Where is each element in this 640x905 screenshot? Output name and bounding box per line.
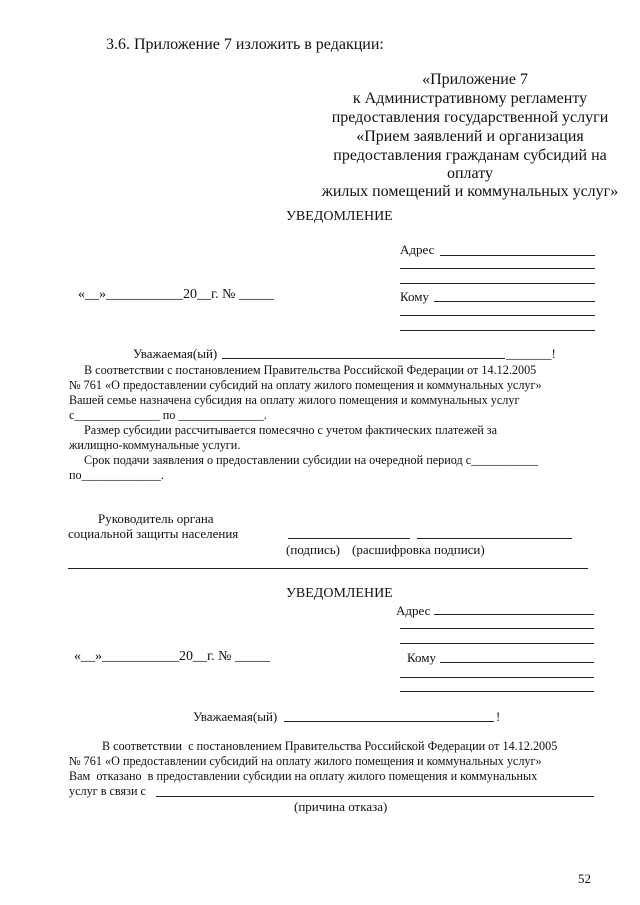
appendix-line: «Приложение 7 xyxy=(422,71,528,88)
notice2-reason-label: (причина отказа) xyxy=(294,799,388,814)
cut-divider xyxy=(68,568,588,569)
notice1-body-line: с______________ по ______________. xyxy=(69,408,267,422)
notice1-body-line: по_____________. xyxy=(69,468,164,482)
notice2-reason-line xyxy=(156,796,594,797)
appendix-line: «Прием заявлений и организация xyxy=(356,128,584,145)
notice1-salutation: Уважаемая(ый) xyxy=(133,346,218,361)
notice2-address-line xyxy=(400,643,594,644)
notice2-to-line xyxy=(440,662,594,663)
notice1-title: УВЕДОМЛЕНИЕ xyxy=(286,209,393,224)
notice1-name-line xyxy=(222,358,505,359)
appendix-line: предоставления гражданам субсидий на xyxy=(333,147,607,164)
section-heading: 3.6. Приложение 7 изложить в редакции: xyxy=(106,36,384,53)
notice2-body-line: услуг в связи с xyxy=(69,784,146,798)
notice2-address-line xyxy=(400,628,594,629)
notice1-signature-label: (подпись) xyxy=(286,542,340,557)
appendix-line: к Административному регламенту xyxy=(352,90,588,107)
notice1-to-line xyxy=(400,315,595,316)
notice1-address-label: Адрес xyxy=(400,242,435,257)
page-number: 52 xyxy=(578,871,591,886)
notice1-body-line: Размер субсидии рассчитывается помесячно с учетом фактических платежей за xyxy=(84,423,498,437)
notice2-address-line xyxy=(434,614,594,615)
notice1-body-line: Срок подачи заявления о предоставлении субсидии на очередной период с___________ xyxy=(84,453,539,467)
notice1-signatory-line1: Руководитель органа xyxy=(98,511,214,526)
notice1-to-line xyxy=(434,301,595,302)
notice1-signatory-line2: социальной защиты населения xyxy=(68,526,239,541)
notice1-address-line xyxy=(400,268,595,269)
notice1-to-label: Кому xyxy=(400,289,430,304)
notice1-to-line xyxy=(400,330,595,331)
notice2-body-line: № 761 «О предоставлении субсидий на оплату жилого помещения и коммунальных услуг» xyxy=(69,754,542,768)
notice2-to-line xyxy=(400,677,594,678)
notice1-body-line: В соответствии с постановлением Правительства Российской Федерации от 14.12.2005 xyxy=(84,363,537,377)
notice1-date-line: «__»___________20__г. № _____ xyxy=(78,287,275,302)
notice2-to-label: Кому xyxy=(407,650,437,665)
notice2-date-line: «__»___________20__г. № _____ xyxy=(74,649,271,664)
notice2-body-line: Вам отказано в предоставлении субсидии на оплату жилого помещения и коммунальных xyxy=(69,769,538,783)
appendix-line: предоставления государственной услуги xyxy=(331,109,609,126)
notice2-name-line xyxy=(284,721,494,722)
notice1-decoding-line xyxy=(417,538,572,539)
notice2-address-label: Адрес xyxy=(396,603,431,618)
notice1-body-line: Вашей семье назначена субсидия на оплату жилого помещения и коммунальных услуг xyxy=(69,393,520,407)
notice1-address-line xyxy=(400,283,595,284)
appendix-line: оплату xyxy=(446,165,493,182)
notice1-decoding-label: (расшифровка подписи) xyxy=(352,542,485,557)
notice1-body-line: № 761 «О предоставлении субсидий на оплату жилого помещения и коммунальных услуг» xyxy=(69,378,542,392)
appendix-line: жилых помещений и коммунальных услуг» xyxy=(321,183,619,200)
notice2-to-line xyxy=(400,691,594,692)
notice2-salutation-end: ! xyxy=(496,709,501,724)
notice2-title: УВЕДОМЛЕНИЕ xyxy=(286,586,393,601)
notice2-salutation: Уважаемая(ый) xyxy=(193,709,278,724)
notice1-salutation-end: _______! xyxy=(506,346,556,361)
notice1-body-line: жилищно-коммунальные услуги. xyxy=(69,438,241,452)
notice2-body-line: В соответствии с постановлением Правительства Российской Федерации от 14.12.2005 xyxy=(102,739,558,753)
notice1-signature-line xyxy=(288,538,410,539)
notice1-address-line xyxy=(440,255,595,256)
